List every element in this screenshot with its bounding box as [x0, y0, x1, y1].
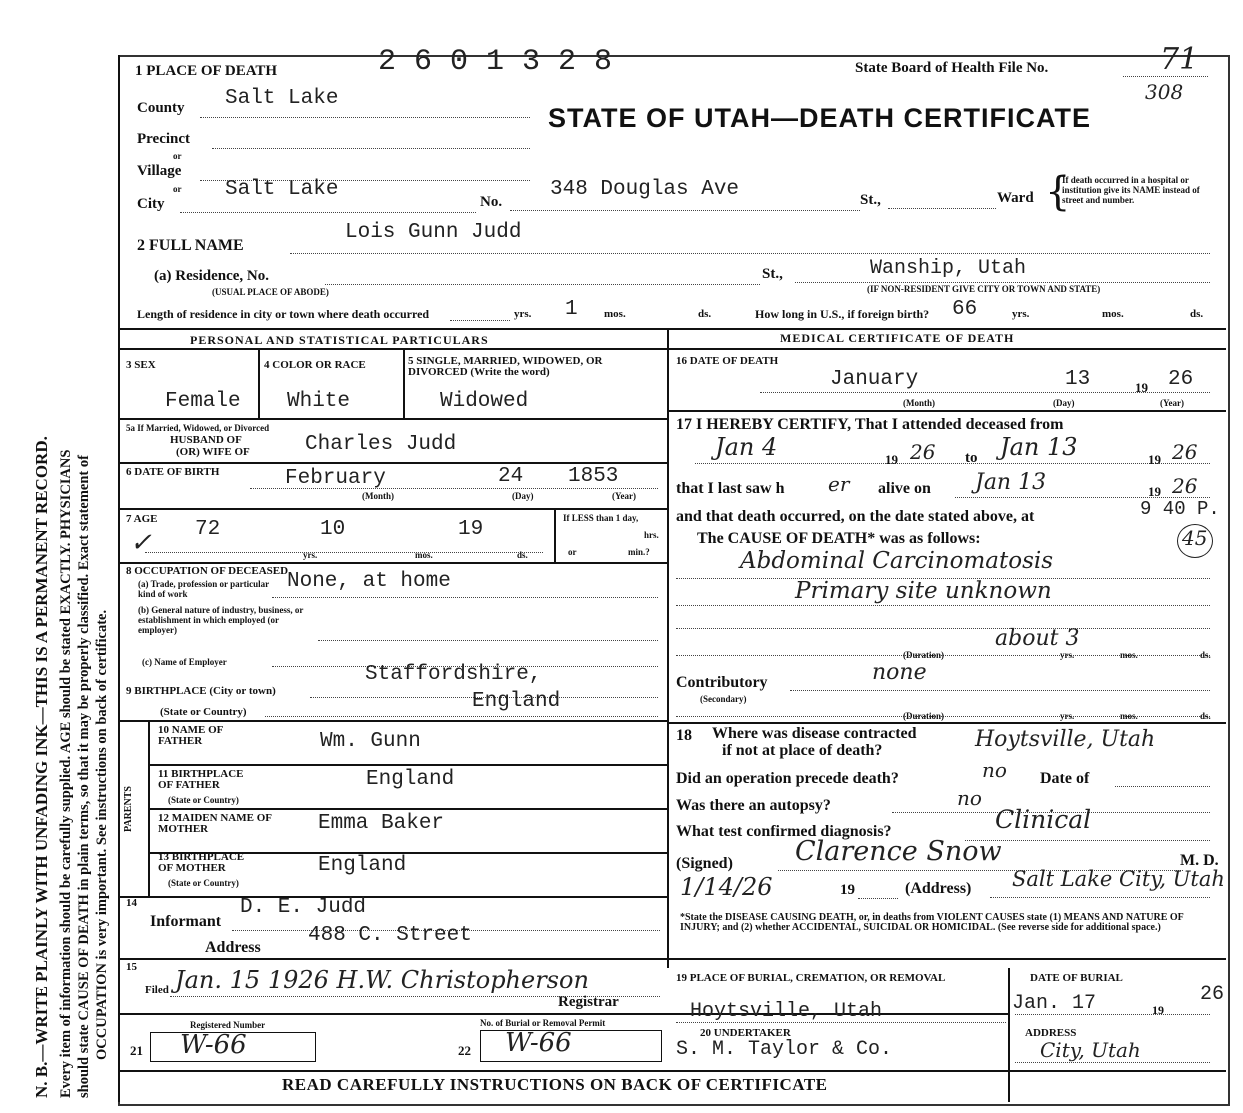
- dod-year-prefix: 19: [1135, 380, 1148, 395]
- duration-mos-b: mos.: [1120, 711, 1138, 721]
- registrar-label: Registrar: [558, 994, 619, 1010]
- cause-code: 45: [1182, 526, 1208, 550]
- where-label: Where was disease contracted: [712, 725, 917, 742]
- section-heading-rule: [118, 348, 1226, 350]
- burial-divider: [1008, 968, 1010, 1102]
- medical-heading: MEDICAL CERTIFICATE OF DEATH: [780, 331, 1015, 345]
- dob-year: 1853: [568, 465, 619, 488]
- age-check-icon: ✓: [130, 528, 152, 558]
- occupation-value: None, at home: [287, 570, 451, 593]
- cause-primary: Abdominal Carcinomatosis: [740, 548, 1054, 574]
- father-label: 10 NAME OF FATHER: [158, 724, 223, 747]
- side-notice-2: Every item of information should be carefully supplied. AGE should be stated EXACTLY. PHYSICIANS: [58, 449, 74, 1098]
- cause-footnote: *State the DISEASE CAUSING DEATH, or, in deaths from VIOLENT CAUSES state (1) MEANS AND NATURE OF INJURY; and (2) whether ACCIDENTAL, SUICIDAL OR HOMICIDAL. (See reverse side for additional space.): [680, 912, 1184, 933]
- reg-22: 22: [458, 1043, 471, 1058]
- center-divider: [667, 328, 669, 968]
- reg-number-label: Registered Number: [190, 1020, 266, 1030]
- attended-to: Jan 13: [1000, 433, 1078, 461]
- occupation-b-label: (b) General nature of industry, business, or establishment in which employed (or employer): [138, 605, 304, 635]
- contributory-value: none: [872, 660, 927, 685]
- hrs-label: hrs.: [644, 530, 659, 540]
- operation-label: Did an operation precede death?: [676, 770, 899, 787]
- autopsy-value: no: [957, 786, 982, 810]
- attended-from: Jan 4: [715, 433, 778, 461]
- mother-bp-sub: (State or Country): [168, 878, 239, 888]
- burial-year: 26: [1200, 983, 1225, 1006]
- brace-icon: {: [1045, 169, 1071, 215]
- father-bp-sub: (State or Country): [168, 795, 239, 805]
- age-mos-label: mos.: [415, 550, 433, 560]
- attended-year-a: 26: [910, 440, 936, 464]
- certificate-number: 2 6 0 1 3 2 8: [378, 45, 613, 79]
- age-label: 7 AGE: [126, 513, 158, 525]
- race-label: 4 COLOR OR RACE: [264, 359, 366, 371]
- mother-bp-label: 13 BIRTHPLACE OF MOTHER: [158, 851, 245, 874]
- no-label: No.: [480, 194, 503, 210]
- dod-label: 16 DATE OF DEATH: [676, 355, 779, 367]
- father-bp-value: England: [366, 768, 455, 791]
- spouse-label-c: (OR) WIFE OF: [176, 446, 250, 458]
- ward-label: Ward: [997, 190, 1034, 206]
- file-no-label: State Board of Health File No.: [855, 60, 1049, 76]
- dod-day-label: (Day): [1053, 398, 1075, 408]
- age-days: 19: [458, 518, 484, 541]
- cause-label: The CAUSE OF DEATH* was as follows:: [697, 530, 981, 547]
- informant-label: Informant: [150, 913, 222, 930]
- signed-value: Clarence Snow: [795, 836, 1002, 867]
- burial-date-value: Jan. 17: [1012, 992, 1097, 1015]
- us-years: 66: [952, 298, 978, 321]
- reg-21: 21: [130, 1043, 143, 1058]
- document-title: STATE OF UTAH—DEATH CERTIFICATE: [548, 103, 1091, 133]
- contributory-label: Contributory: [676, 674, 768, 691]
- spouse-label-b: HUSBAND OF: [170, 434, 242, 446]
- parents-label: PARENTS: [123, 786, 134, 832]
- burial-year-prefix: 19: [1152, 1003, 1164, 1017]
- certify-text: 17 I HEREBY CERTIFY, That I attended deceased from: [676, 416, 1064, 433]
- dod-year-label: (Year): [1160, 398, 1184, 408]
- file-no: 71: [1160, 42, 1199, 77]
- occupation-a-label: (a) Trade, profession or particular kind of work: [138, 579, 269, 599]
- or-label-2: or: [173, 184, 182, 194]
- last-date: Jan 13: [975, 470, 1047, 495]
- non-resident-note: (IF NON-RESIDENT GIVE CITY OR TOWN AND STATE): [867, 284, 1101, 294]
- duration-label-b: (Duration): [903, 711, 944, 721]
- duration-label-a: (Duration): [903, 650, 944, 660]
- informant-num: 14: [126, 897, 137, 909]
- secondary-label: (Secondary): [700, 694, 747, 704]
- to-label: to: [965, 450, 978, 466]
- duration-ds: ds.: [1200, 650, 1211, 660]
- sex-label: 3 SEX: [126, 359, 156, 371]
- length-residence-label: Length of residence in city or town where death occurred: [137, 307, 430, 321]
- side-notice-1: N. B.—WRITE PLAINLY WITH UNFADING INK—THIS IS A PERMANENT RECORD.: [32, 436, 51, 1098]
- ward-note: If death occurred in a hospital or institution give its NAME instead of street and number.: [1062, 175, 1200, 205]
- mos-label-b: mos.: [1102, 308, 1124, 320]
- dob-year-label: (Year): [612, 491, 636, 501]
- sign-year-prefix: 19: [840, 882, 855, 898]
- duration-yrs-b: yrs.: [1060, 711, 1075, 721]
- where-value: Hoytsville, Utah: [975, 727, 1156, 752]
- q18-num: 18: [676, 727, 692, 744]
- reg-number-value: W-66: [180, 1030, 247, 1060]
- birthplace-country: England: [472, 690, 561, 713]
- dod-year: 26: [1168, 368, 1194, 391]
- sex-value: Female: [165, 390, 241, 413]
- residence-sub: (USUAL PLACE OF ABODE): [212, 287, 329, 297]
- st-label: St.,: [860, 192, 881, 208]
- burial-place-value: Hoytsville, Utah: [690, 1000, 883, 1023]
- informant-value: D. E. Judd: [240, 896, 367, 919]
- or-min-label: or: [568, 547, 577, 557]
- last-saw-her: er: [828, 472, 850, 496]
- less-than-label: If LESS than 1 day,: [563, 513, 639, 523]
- yr-prefix-c: 19: [1148, 484, 1161, 499]
- last-saw-label: that I last saw h: [676, 480, 785, 497]
- mos-label-a: mos.: [604, 308, 626, 320]
- city-value: Salt Lake: [225, 178, 339, 201]
- date-of-label: Date of: [1040, 770, 1090, 787]
- full-name-label: 2 FULL NAME: [137, 237, 244, 254]
- burial-date-label: DATE OF BURIAL: [1030, 972, 1123, 984]
- test-label: What test confirmed diagnosis?: [676, 823, 892, 840]
- age-months: 10: [320, 518, 346, 541]
- burial-place-label: 19 PLACE OF BURIAL, CREMATION, OR REMOVAL: [676, 972, 946, 984]
- birthplace-label: 9 BIRTHPLACE (City or town): [126, 685, 276, 697]
- mother-value: Emma Baker: [318, 812, 445, 835]
- residence-years: 1: [565, 298, 578, 321]
- dob-day-label: (Day): [512, 491, 534, 501]
- birthplace-state-label: (State or Country): [160, 706, 247, 718]
- street-value: 348 Douglas Ave: [550, 178, 740, 201]
- dod-day: 13: [1065, 368, 1091, 391]
- precinct-label: Precinct: [137, 131, 191, 147]
- min-label: min.?: [628, 547, 650, 557]
- dod-month: January: [830, 368, 919, 391]
- left-border-line: [118, 55, 120, 1102]
- duration-ds-b: ds.: [1200, 711, 1211, 721]
- undertaker-value: S. M. Taylor & Co.: [676, 1038, 893, 1061]
- employer-label: (c) Name of Employer: [142, 657, 227, 667]
- filed-label: Filed: [145, 984, 169, 996]
- alive-on-label: alive on: [878, 480, 931, 497]
- undertaker-address-label: ADDRESS: [1025, 1027, 1077, 1039]
- father-value: Wm. Gunn: [320, 730, 421, 753]
- undertaker-address: City, Utah: [1040, 1038, 1141, 1062]
- section-top-rule: [118, 328, 1226, 330]
- informant-address-label: Address: [205, 939, 261, 956]
- burial-permit-label: No. of Burial or Removal Permit: [480, 1018, 606, 1028]
- undertaker-label: 20 UNDERTAKER: [700, 1027, 791, 1039]
- yr-prefix-b: 19: [1148, 452, 1161, 467]
- cause-secondary: Primary site unknown: [795, 578, 1052, 604]
- village-label: Village: [137, 163, 182, 179]
- county-label: County: [137, 100, 185, 116]
- yr-prefix-a: 19: [885, 452, 898, 467]
- dob-month: February: [285, 467, 386, 490]
- marital-value: Widowed: [440, 390, 529, 413]
- personal-heading: PERSONAL AND STATISTICAL PARTICULARS: [190, 333, 489, 347]
- residence-label: (a) Residence, No.: [154, 268, 269, 284]
- ds-label-b: ds.: [1190, 308, 1204, 320]
- dob-label: 6 DATE OF BIRTH: [126, 466, 220, 478]
- filed-value: Jan. 15 1926 H.W. Christopherson: [175, 966, 589, 994]
- death-occurred-label: and that death occurred, on the date stated above, at: [676, 508, 1035, 525]
- us-label: How long in U.S., if foreign birth?: [755, 307, 930, 321]
- age-years: 72: [195, 518, 221, 541]
- autopsy-label: Was there an autopsy?: [676, 797, 831, 814]
- full-name-value: Lois Gunn Judd: [345, 221, 522, 244]
- age-ds-label: ds.: [517, 550, 528, 560]
- spouse-label-a: 5a If Married, Widowed, or Divorced: [126, 423, 270, 433]
- informant-address: 488 C. Street: [308, 924, 472, 947]
- sign-date: 1/14/26: [680, 873, 773, 901]
- city-label: City: [137, 196, 165, 212]
- side-notice-4: OCCUPATION is very important. See instructions on back of certificate.: [94, 609, 110, 1060]
- last-year: 26: [1172, 474, 1198, 498]
- file-no-extra: 308: [1145, 80, 1184, 104]
- residence-value: Wanship, Utah: [870, 257, 1027, 280]
- operation-value: no: [982, 758, 1007, 782]
- father-bp-label: 11 BIRTHPLACE OF FATHER: [158, 768, 244, 791]
- duration-yrs: yrs.: [1060, 650, 1075, 660]
- mother-label: 12 MAIDEN NAME OF MOTHER: [158, 812, 272, 835]
- attended-year-b: 26: [1172, 440, 1198, 464]
- duration-value: about 3: [995, 626, 1080, 651]
- side-notice-3: should state CAUSE OF DEATH in plain terms, so that it may be properly classified. Exact statement of: [76, 455, 92, 1098]
- footer-instructions: READ CAREFULLY INSTRUCTIONS ON BACK OF CERTIFICATE: [282, 1075, 828, 1094]
- age-yrs-label: yrs.: [303, 550, 318, 560]
- signed-label: (Signed): [676, 855, 733, 872]
- test-value: Clinical: [995, 805, 1092, 834]
- county-value: Salt Lake: [225, 87, 339, 110]
- spouse-value: Charles Judd: [305, 433, 457, 456]
- race-value: White: [287, 390, 351, 413]
- doctor-address-label: (Address): [905, 880, 972, 897]
- filed-num: 15: [126, 961, 137, 973]
- if-not-label: if not at place of death?: [722, 742, 883, 759]
- occupation-label: 8 OCCUPATION OF DECEASED: [126, 565, 289, 577]
- burial-permit-value: W-66: [505, 1028, 572, 1058]
- doctor-address: Salt Lake City, Utah: [1012, 867, 1225, 891]
- mother-bp-value: England: [318, 854, 407, 877]
- duration-mos: mos.: [1120, 650, 1138, 660]
- place-of-death-label: 1 PLACE OF DEATH: [135, 63, 278, 79]
- dod-month-label: (Month): [903, 398, 935, 408]
- birthplace-city: Staffordshire,: [365, 663, 542, 686]
- dob-day: 24: [498, 465, 524, 488]
- yrs-label-a: yrs.: [514, 308, 532, 320]
- marital-label: 5 SINGLE, MARRIED, WIDOWED, OR DIVORCED (Write the word): [408, 355, 603, 378]
- ds-label-a: ds.: [698, 308, 712, 320]
- residence-st-label: St.,: [762, 266, 783, 282]
- md-label: M. D.: [1180, 852, 1219, 869]
- death-time: 9 40 P.: [1140, 498, 1220, 520]
- yrs-label-b: yrs.: [1012, 308, 1030, 320]
- or-label-1: or: [173, 151, 182, 161]
- dob-month-label: (Month): [362, 491, 394, 501]
